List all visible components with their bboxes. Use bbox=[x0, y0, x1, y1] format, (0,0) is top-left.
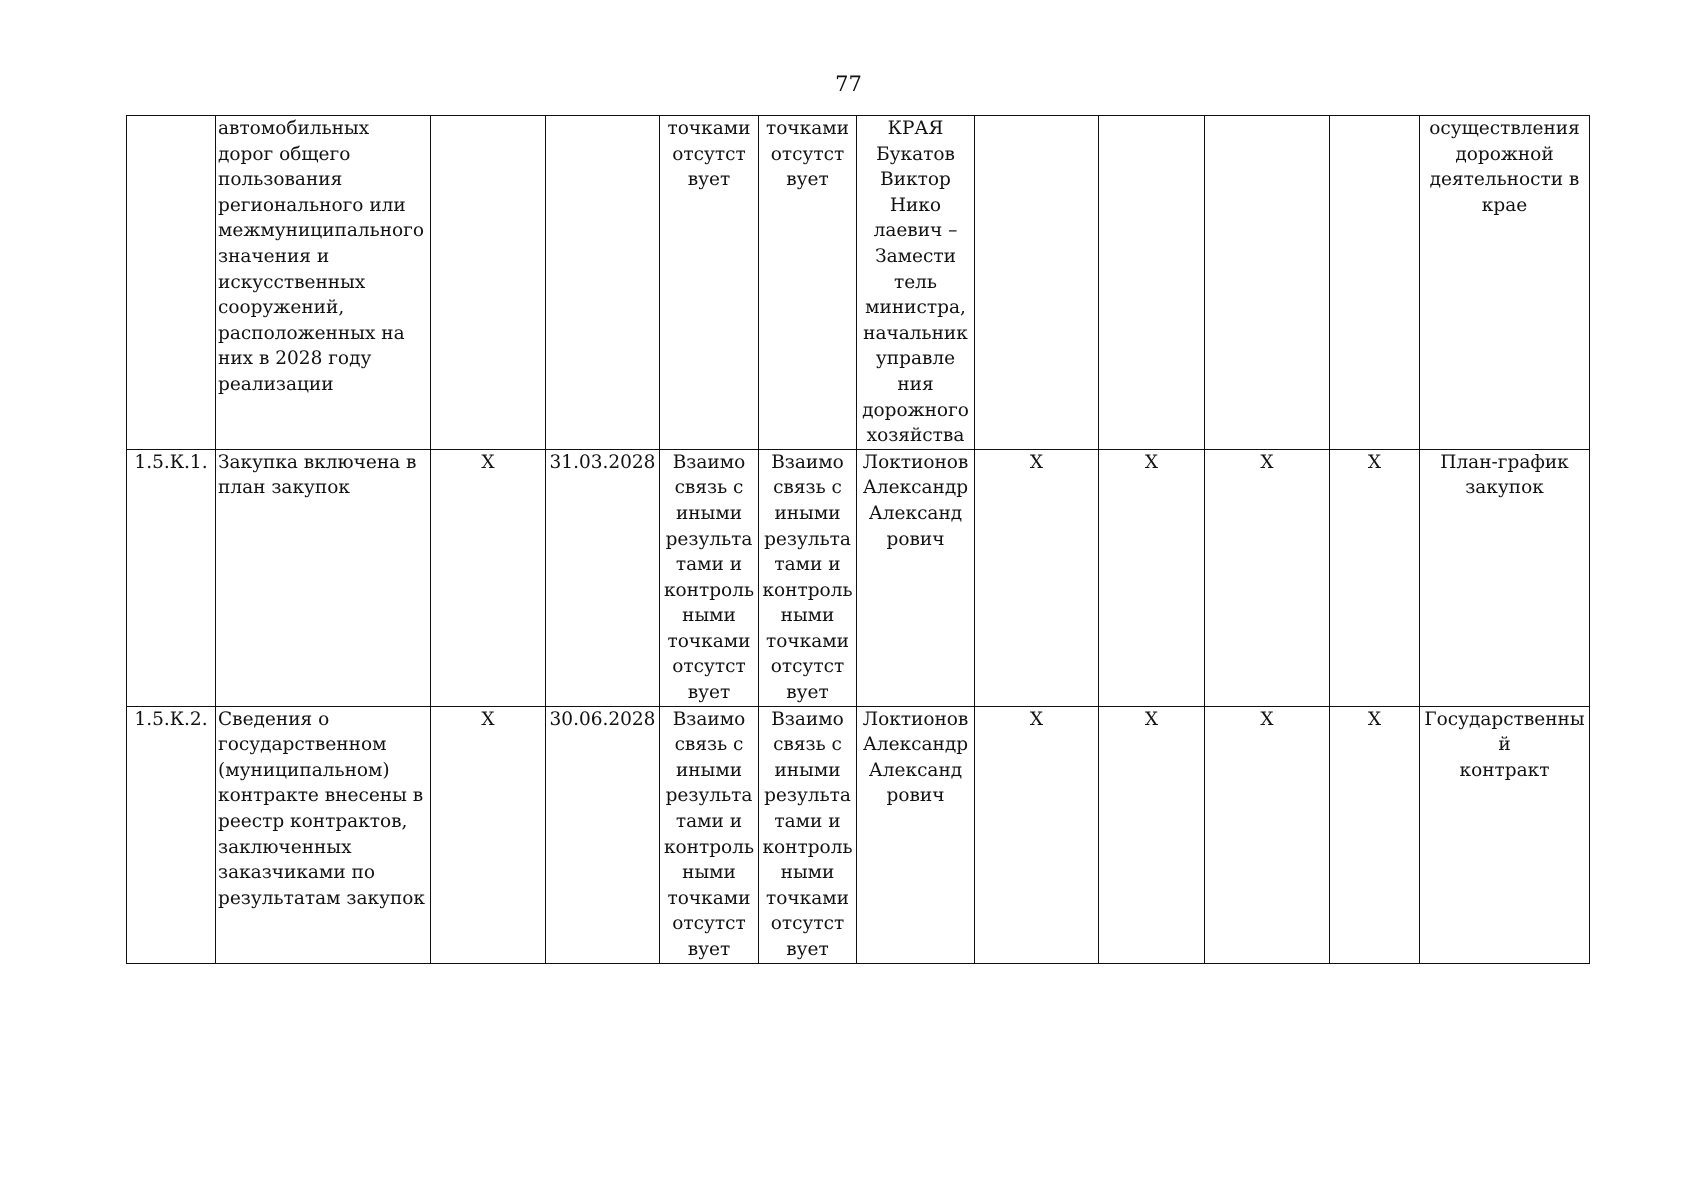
name-cell bbox=[216, 116, 431, 450]
responsible-cell bbox=[857, 449, 975, 706]
document-cell bbox=[1420, 116, 1590, 450]
cell-value: X bbox=[481, 451, 495, 473]
cell-value: Взаимо связь с иными результа тами и контроль ными точками отсутст вует bbox=[663, 451, 755, 704]
cell-col8 bbox=[975, 116, 1099, 450]
cell-col11 bbox=[1330, 116, 1420, 450]
date-cell bbox=[546, 706, 660, 963]
cell-value: Взаимо связь с иными результа тами и контроль ными точками отсутст вует bbox=[663, 708, 755, 960]
row-number: 1.5.К.2. bbox=[134, 708, 208, 730]
cell-value: X bbox=[1144, 708, 1159, 730]
cell-value: точками отсутст вует bbox=[667, 118, 751, 191]
cell-value: План-график закупок bbox=[1440, 451, 1569, 499]
responsible-cell bbox=[857, 706, 975, 963]
row-number-cell bbox=[127, 706, 216, 963]
row-name: Закупка включена в план закупок bbox=[218, 451, 417, 499]
row-number-cell bbox=[127, 116, 216, 450]
cell-value: X bbox=[1029, 708, 1044, 730]
link-cell-1 bbox=[660, 116, 759, 450]
row-number: 1.5.К.1. bbox=[134, 451, 208, 473]
table-row bbox=[127, 116, 1590, 450]
cell-value: X bbox=[1367, 708, 1382, 730]
cell-value: Локтионов Александр Александ рович bbox=[862, 451, 969, 550]
cell-col11 bbox=[1330, 706, 1420, 963]
cell-col3 bbox=[431, 706, 546, 963]
cell-value: Государственный контракт bbox=[1424, 708, 1585, 781]
row-number-cell bbox=[127, 449, 216, 706]
cell-col8 bbox=[975, 706, 1099, 963]
cell-col9 bbox=[1099, 116, 1205, 450]
cell-col3 bbox=[431, 449, 546, 706]
date-cell bbox=[546, 116, 660, 450]
document-cell bbox=[1420, 706, 1590, 963]
table-row bbox=[127, 706, 1590, 963]
cell-col9 bbox=[1099, 706, 1205, 963]
cell-value: X bbox=[1367, 451, 1382, 473]
cell-value: X bbox=[1260, 708, 1274, 730]
link-cell-2 bbox=[759, 449, 857, 706]
cell-col3 bbox=[431, 116, 546, 450]
date-cell bbox=[546, 449, 660, 706]
cell-value: X bbox=[1144, 451, 1159, 473]
page-number: 77 bbox=[835, 72, 862, 96]
responsible-cell bbox=[857, 116, 975, 450]
cell-value: Взаимо связь с иными результа тами и контроль ными точками отсутст вует bbox=[762, 708, 853, 960]
cell-value: 31.03.2028 bbox=[549, 451, 656, 473]
cell-col8 bbox=[975, 449, 1099, 706]
cell-col10 bbox=[1205, 116, 1330, 450]
link-cell-1 bbox=[660, 449, 759, 706]
link-cell-2 bbox=[759, 116, 857, 450]
cell-value: 30.06.2028 bbox=[549, 708, 656, 730]
cell-col10 bbox=[1205, 706, 1330, 963]
link-cell-1 bbox=[660, 706, 759, 963]
name-cell bbox=[216, 449, 431, 706]
cell-value: X bbox=[1260, 451, 1274, 473]
document-cell bbox=[1420, 449, 1590, 706]
cell-value: точками отсутст вует bbox=[766, 118, 849, 191]
row-name: автомобильных дорог общего пользования регионального или межмуниципального значения и искусственных сооружений, расположенных на них в 2028 году реализации bbox=[218, 118, 425, 395]
cell-value: Локтионов Александр Александ рович bbox=[862, 708, 969, 807]
table-row bbox=[127, 449, 1590, 706]
cell-col11 bbox=[1330, 449, 1420, 706]
row-name: Сведения о государственном (муниципальном) контракте внесены в реестр контрактов, заключенных заказчиками по результатам закупок bbox=[218, 708, 425, 909]
cell-value: КРАЯ Букатов Виктор Нико лаевич – Замести тель министра, начальник управле ния дорожного хозяйства bbox=[862, 118, 969, 447]
cell-value: осуществления дорожной деятельности в крае bbox=[1429, 118, 1580, 216]
plan-table bbox=[126, 115, 1590, 964]
cell-value: X bbox=[1029, 451, 1044, 473]
name-cell bbox=[216, 706, 431, 963]
cell-col10 bbox=[1205, 449, 1330, 706]
cell-value: X bbox=[481, 708, 495, 730]
link-cell-2 bbox=[759, 706, 857, 963]
cell-col9 bbox=[1099, 449, 1205, 706]
cell-value: Взаимо связь с иными результа тами и контроль ными точками отсутст вует bbox=[762, 451, 853, 704]
